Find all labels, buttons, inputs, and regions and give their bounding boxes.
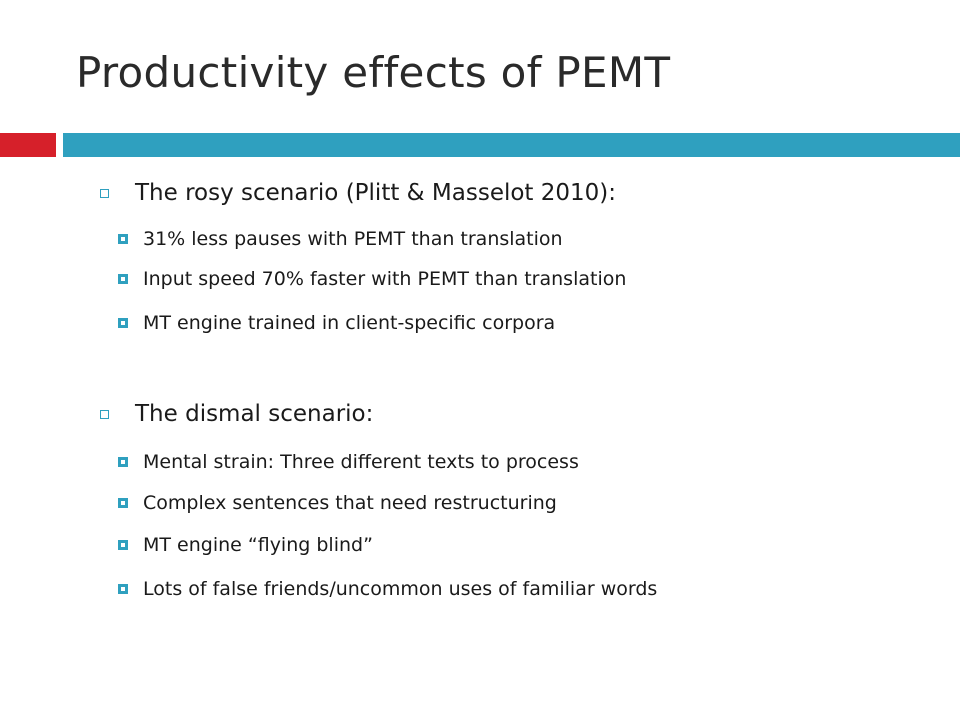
square-bullet-icon (118, 498, 128, 508)
hollow-square-bullet-icon (100, 410, 109, 419)
square-bullet-icon (118, 540, 128, 550)
hollow-square-bullet-icon (100, 189, 109, 198)
square-bullet-icon (118, 584, 128, 594)
square-bullet-icon (118, 457, 128, 467)
slide-content: The rosy scenario (Plitt & Masselot 2010): 31% less pauses with PEMT than translation Input speed 70% faster with PEMT than translation MT engine trained in client-specific corpora The dismal scenario: Mental strain: Three different texts to process Complex sentences that need restructuring MT engine “flying blind” Lots of false friends/uncommon uses of familiar words (0, 0, 960, 720)
slide-title: Productivity effects of PEMT (76, 48, 671, 97)
square-bullet-icon (118, 234, 128, 244)
square-bullet-icon (118, 318, 128, 328)
square-bullet-icon (118, 274, 128, 284)
